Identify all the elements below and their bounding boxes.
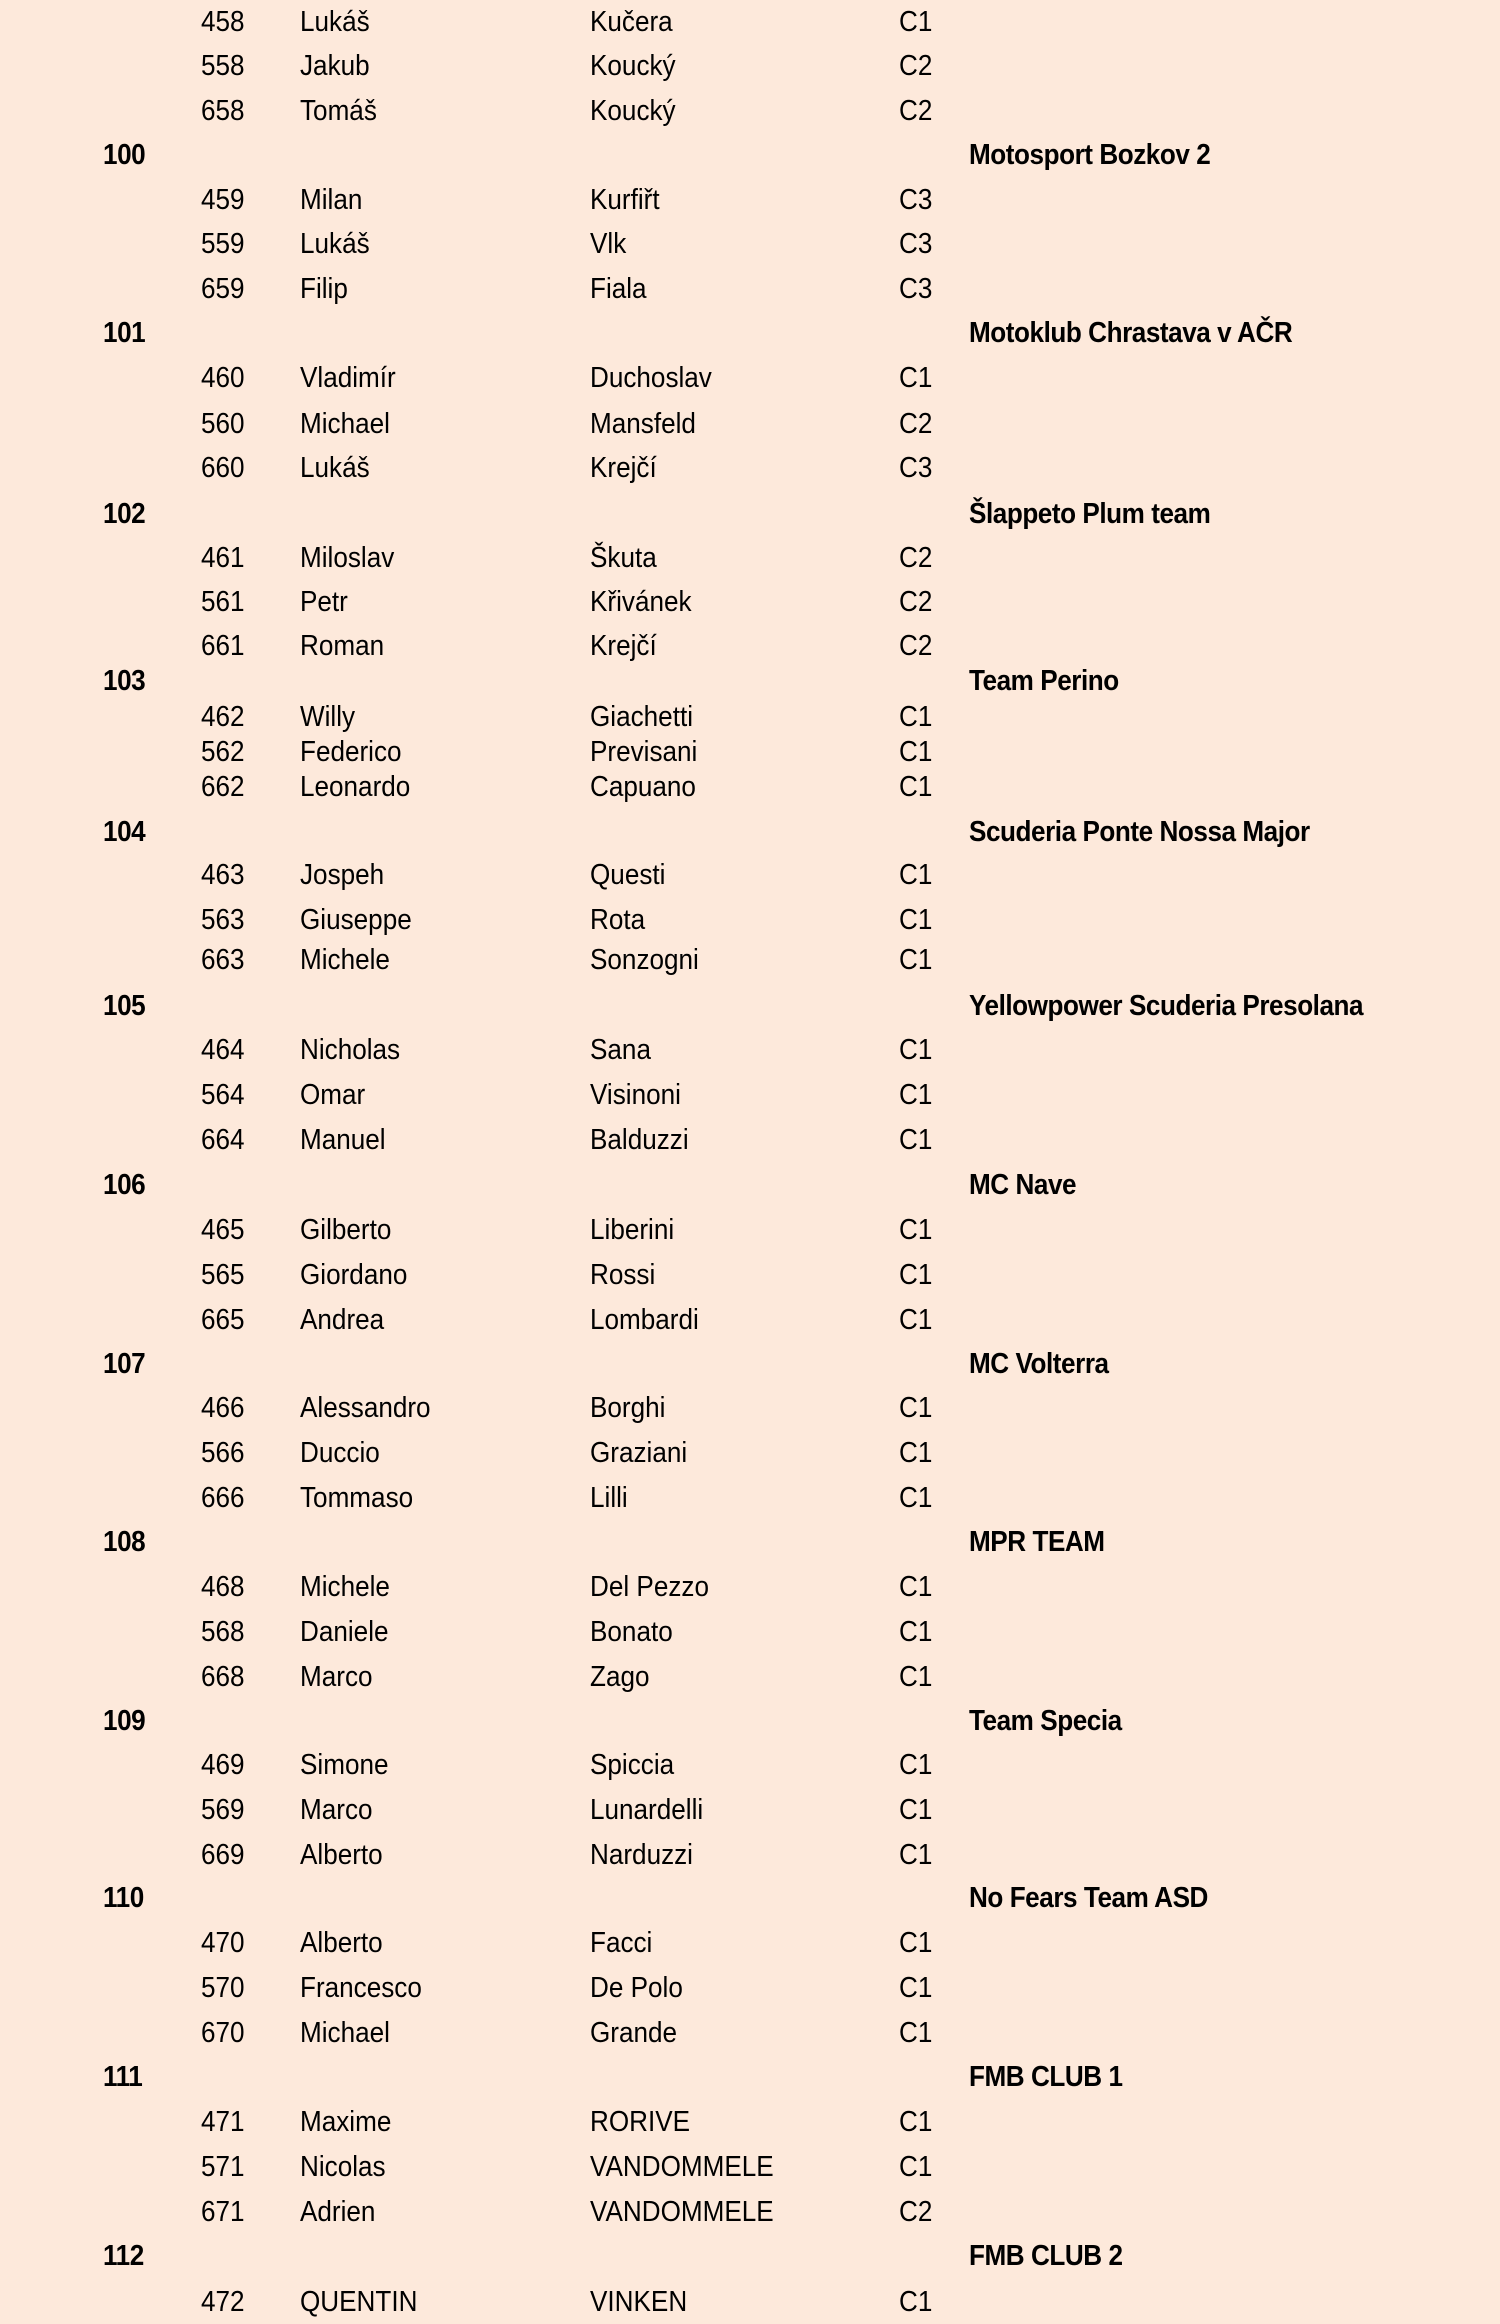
- rider-class: C1: [899, 736, 933, 768]
- rider-last-name: VANDOMMELE: [590, 2151, 774, 2183]
- rider-first-name: Jospeh: [300, 859, 385, 891]
- rider-class: C3: [899, 452, 933, 484]
- team-name: FMB CLUB 1: [969, 2061, 1123, 2093]
- rider-last-name: Lunardelli: [590, 1794, 704, 1826]
- rider-number: 564: [201, 1079, 245, 1111]
- rider-row: [0, 451, 1500, 485]
- team-header-row: [0, 2239, 1500, 2273]
- rider-first-name: Michael: [300, 408, 390, 440]
- rider-class: C1: [899, 2017, 933, 2049]
- rider-first-name: Leonardo: [300, 771, 411, 803]
- rider-first-name: Lukáš: [300, 452, 370, 484]
- rider-row: [0, 629, 1500, 663]
- rider-class: C1: [899, 362, 933, 394]
- rider-first-name: Alberto: [300, 1839, 383, 1871]
- rider-row: [0, 272, 1500, 306]
- rider-last-name: Borghi: [590, 1392, 666, 1424]
- rider-last-name: Koucký: [590, 95, 676, 127]
- rider-row: [0, 585, 1500, 619]
- rider-last-name: Rossi: [590, 1259, 656, 1291]
- rider-class: C1: [899, 701, 933, 733]
- team-name: FMB CLUB 2: [969, 2240, 1123, 2272]
- rider-last-name: Previsani: [590, 736, 698, 768]
- rider-first-name: Alberto: [300, 1927, 383, 1959]
- team-number: 102: [103, 498, 146, 530]
- rider-row: [0, 2195, 1500, 2229]
- team-number: 103: [103, 665, 146, 697]
- rider-number: 662: [201, 771, 245, 803]
- rider-last-name: Lilli: [590, 1482, 628, 1514]
- rider-class: C1: [899, 1437, 933, 1469]
- rider-number: 568: [201, 1616, 245, 1648]
- team-header-row: [0, 497, 1500, 531]
- rider-row: [0, 1213, 1500, 1247]
- rider-first-name: Andrea: [300, 1304, 385, 1336]
- rider-row: [0, 49, 1500, 83]
- team-name: Team Perino: [969, 665, 1119, 697]
- rider-first-name: Daniele: [300, 1616, 389, 1648]
- rider-last-name: VINKEN: [590, 2286, 688, 2318]
- team-header-row: [0, 1881, 1500, 1915]
- rider-number: 664: [201, 1124, 245, 1156]
- rider-class: C1: [899, 1794, 933, 1826]
- rider-row: [0, 1303, 1500, 1337]
- rider-last-name: Rota: [590, 904, 646, 936]
- rider-class: C2: [899, 95, 933, 127]
- rider-class: C1: [899, 1214, 933, 1246]
- team-header-row: [0, 138, 1500, 172]
- team-number: 109: [103, 1705, 146, 1737]
- rider-row: [0, 1481, 1500, 1515]
- rider-first-name: Michele: [300, 1571, 390, 1603]
- rider-last-name: Mansfeld: [590, 408, 696, 440]
- rider-first-name: Adrien: [300, 2196, 376, 2228]
- rider-first-name: Nicolas: [300, 2151, 386, 2183]
- rider-row: [0, 2105, 1500, 2139]
- team-header-row: [0, 1525, 1500, 1559]
- rider-row: [0, 943, 1500, 977]
- rider-first-name: Michele: [300, 944, 390, 976]
- team-name: MPR TEAM: [969, 1526, 1105, 1558]
- rider-first-name: QUENTIN: [300, 2286, 418, 2318]
- rider-number: 563: [201, 904, 245, 936]
- rider-class: C1: [899, 2286, 933, 2318]
- rider-row: [0, 858, 1500, 892]
- rider-last-name: Vlk: [590, 228, 627, 260]
- team-name: Motoklub Chrastava v AČR: [969, 317, 1293, 349]
- rider-first-name: Manuel: [300, 1124, 386, 1156]
- rider-number: 465: [201, 1214, 245, 1246]
- rider-last-name: Questi: [590, 859, 666, 891]
- rider-row: [0, 183, 1500, 217]
- rider-last-name: Spiccia: [590, 1749, 675, 1781]
- rider-class: C1: [899, 1124, 933, 1156]
- rider-class: C1: [899, 944, 933, 976]
- rider-number: 470: [201, 1927, 245, 1959]
- rider-row: [0, 1793, 1500, 1827]
- rider-number: 571: [201, 2151, 245, 2183]
- rider-number: 670: [201, 2017, 245, 2049]
- rider-first-name: Nicholas: [300, 1034, 401, 1066]
- rider-row: [0, 2150, 1500, 2184]
- rider-row: [0, 1033, 1500, 1067]
- rider-row: [0, 1615, 1500, 1649]
- rider-row: [0, 227, 1500, 261]
- rider-number: 566: [201, 1437, 245, 1469]
- rider-last-name: Del Pezzo: [590, 1571, 709, 1603]
- rider-number: 461: [201, 542, 245, 574]
- rider-row: [0, 1436, 1500, 1470]
- rider-number: 658: [201, 95, 245, 127]
- team-name: Team Specia: [969, 1705, 1122, 1737]
- team-header-row: [0, 316, 1500, 350]
- rider-number: 471: [201, 2106, 245, 2138]
- rider-last-name: Krejčí: [590, 452, 657, 484]
- team-name: No Fears Team ASD: [969, 1882, 1208, 1914]
- rider-number: 560: [201, 408, 245, 440]
- rider-row: [0, 903, 1500, 937]
- rider-number: 562: [201, 736, 245, 768]
- team-number: 106: [103, 1169, 146, 1201]
- rider-number: 462: [201, 701, 245, 733]
- rider-class: C2: [899, 586, 933, 618]
- rider-class: C1: [899, 1616, 933, 1648]
- rider-row: [0, 5, 1500, 39]
- rider-last-name: Graziani: [590, 1437, 688, 1469]
- rider-row: [0, 1123, 1500, 1157]
- rider-first-name: Omar: [300, 1079, 366, 1111]
- rider-number: 569: [201, 1794, 245, 1826]
- rider-first-name: Vladimír: [300, 362, 396, 394]
- rider-last-name: Giachetti: [590, 701, 694, 733]
- rider-first-name: Miloslav: [300, 542, 395, 574]
- rider-first-name: Alessandro: [300, 1392, 431, 1424]
- rider-number: 666: [201, 1482, 245, 1514]
- rider-first-name: Francesco: [300, 1972, 422, 2004]
- rider-number: 565: [201, 1259, 245, 1291]
- rider-number: 464: [201, 1034, 245, 1066]
- rider-last-name: VANDOMMELE: [590, 2196, 774, 2228]
- rider-class: C1: [899, 1259, 933, 1291]
- team-number: 105: [103, 990, 146, 1022]
- rider-first-name: Lukáš: [300, 228, 370, 260]
- rider-row: [0, 541, 1500, 575]
- rider-number: 570: [201, 1972, 245, 2004]
- rider-class: C3: [899, 184, 933, 216]
- rider-number: 463: [201, 859, 245, 891]
- rider-last-name: Grande: [590, 2017, 678, 2049]
- rider-class: C1: [899, 771, 933, 803]
- rider-first-name: Filip: [300, 273, 348, 305]
- rider-last-name: Sonzogni: [590, 944, 699, 976]
- rider-class: C1: [899, 1571, 933, 1603]
- team-header-row: [0, 989, 1500, 1023]
- rider-number: 469: [201, 1749, 245, 1781]
- rider-row: [0, 1660, 1500, 1694]
- rider-last-name: Narduzzi: [590, 1839, 693, 1871]
- rider-first-name: Marco: [300, 1794, 373, 1826]
- rider-row: [0, 1570, 1500, 1604]
- team-number: 101: [103, 317, 146, 349]
- rider-class: C1: [899, 1304, 933, 1336]
- rider-number: 558: [201, 50, 245, 82]
- rider-last-name: Fiala: [590, 273, 647, 305]
- rider-class: C1: [899, 1392, 933, 1424]
- rider-number: 472: [201, 2286, 245, 2318]
- rider-row: [0, 1838, 1500, 1872]
- rider-row: [0, 407, 1500, 441]
- team-number: 104: [103, 816, 146, 848]
- team-number: 111: [103, 2061, 143, 2093]
- rider-number: 659: [201, 273, 245, 305]
- team-header-row: [0, 664, 1500, 698]
- team-header-row: [0, 815, 1500, 849]
- rider-class: C1: [899, 1927, 933, 1959]
- rider-number: 561: [201, 586, 245, 618]
- rider-first-name: Duccio: [300, 1437, 380, 1469]
- rider-last-name: RORIVE: [590, 2106, 691, 2138]
- rider-number: 669: [201, 1839, 245, 1871]
- rider-last-name: Bonato: [590, 1616, 673, 1648]
- rider-last-name: Capuano: [590, 771, 696, 803]
- rider-first-name: Giordano: [300, 1259, 408, 1291]
- rider-last-name: Kurfiřt: [590, 184, 660, 216]
- rider-first-name: Marco: [300, 1661, 373, 1693]
- rider-class: C1: [899, 1661, 933, 1693]
- rider-row: [0, 2016, 1500, 2050]
- rider-last-name: Facci: [590, 1927, 653, 1959]
- rider-first-name: Willy: [300, 701, 356, 733]
- team-name: Scuderia Ponte Nossa Major: [969, 816, 1310, 848]
- rider-first-name: Giuseppe: [300, 904, 412, 936]
- rider-class: C2: [899, 630, 933, 662]
- rider-row: [0, 361, 1500, 395]
- rider-class: C1: [899, 1482, 933, 1514]
- rider-class: C1: [899, 859, 933, 891]
- rider-row: [0, 1078, 1500, 1112]
- rider-last-name: Krejčí: [590, 630, 657, 662]
- team-header-row: [0, 1347, 1500, 1381]
- rider-number: 668: [201, 1661, 245, 1693]
- rider-number: 660: [201, 452, 245, 484]
- rider-row: [0, 94, 1500, 128]
- rider-class: C1: [899, 904, 933, 936]
- team-name: MC Volterra: [969, 1348, 1109, 1380]
- team-name: MC Nave: [969, 1169, 1077, 1201]
- rider-first-name: Milan: [300, 184, 363, 216]
- rider-first-name: Simone: [300, 1749, 389, 1781]
- rider-number: 661: [201, 630, 245, 662]
- rider-class: C1: [899, 6, 933, 38]
- rider-last-name: Visinoni: [590, 1079, 681, 1111]
- rider-last-name: Škuta: [590, 542, 657, 574]
- rider-last-name: Duchoslav: [590, 362, 712, 394]
- rider-last-name: De Polo: [590, 1972, 683, 2004]
- team-number: 107: [103, 1348, 146, 1380]
- rider-row: [0, 700, 1500, 734]
- rider-class: C3: [899, 273, 933, 305]
- rider-row: [0, 1971, 1500, 2005]
- rider-first-name: Tomáš: [300, 95, 377, 127]
- rider-last-name: Kučera: [590, 6, 673, 38]
- rider-class: C1: [899, 2106, 933, 2138]
- rider-row: [0, 1391, 1500, 1425]
- rider-class: C1: [899, 1972, 933, 2004]
- rider-last-name: Zago: [590, 1661, 650, 1693]
- rider-number: 671: [201, 2196, 245, 2228]
- rider-first-name: Tommaso: [300, 1482, 414, 1514]
- rider-first-name: Maxime: [300, 2106, 392, 2138]
- rider-row: [0, 1926, 1500, 1960]
- rider-last-name: Koucký: [590, 50, 676, 82]
- rider-class: C1: [899, 1839, 933, 1871]
- team-number: 108: [103, 1526, 146, 1558]
- rider-class: C1: [899, 2151, 933, 2183]
- team-header-row: [0, 2060, 1500, 2094]
- rider-class: C2: [899, 50, 933, 82]
- rider-row: [0, 735, 1500, 769]
- rider-first-name: Michael: [300, 2017, 390, 2049]
- rider-first-name: Roman: [300, 630, 385, 662]
- rider-number: 458: [201, 6, 245, 38]
- rider-class: C2: [899, 2196, 933, 2228]
- team-name: Motosport Bozkov 2: [969, 139, 1211, 171]
- rider-number: 468: [201, 1571, 245, 1603]
- team-number: 100: [103, 139, 146, 171]
- rider-last-name: Sana: [590, 1034, 651, 1066]
- rider-number: 460: [201, 362, 245, 394]
- rider-class: C3: [899, 228, 933, 260]
- rider-class: C1: [899, 1079, 933, 1111]
- team-name: Yellowpower Scuderia Presolana: [969, 990, 1364, 1022]
- rider-class: C2: [899, 408, 933, 440]
- rider-class: C1: [899, 1034, 933, 1066]
- team-name: Šlappeto Plum team: [969, 498, 1211, 530]
- rider-row: [0, 770, 1500, 804]
- team-number: 110: [103, 1882, 144, 1914]
- rider-number: 663: [201, 944, 245, 976]
- rider-number: 459: [201, 184, 245, 216]
- rider-number: 559: [201, 228, 245, 260]
- rider-first-name: Petr: [300, 586, 348, 618]
- rider-class: C2: [899, 542, 933, 574]
- team-header-row: [0, 1704, 1500, 1738]
- rider-row: [0, 1748, 1500, 1782]
- rider-last-name: Lombardi: [590, 1304, 699, 1336]
- rider-first-name: Jakub: [300, 50, 370, 82]
- team-number: 112: [103, 2240, 144, 2272]
- rider-row: [0, 1258, 1500, 1292]
- rider-number: 665: [201, 1304, 245, 1336]
- rider-number: 466: [201, 1392, 245, 1424]
- rider-first-name: Federico: [300, 736, 402, 768]
- rider-last-name: Liberini: [590, 1214, 675, 1246]
- rider-class: C1: [899, 1749, 933, 1781]
- rider-first-name: Lukáš: [300, 6, 370, 38]
- rider-first-name: Gilberto: [300, 1214, 392, 1246]
- team-header-row: [0, 1168, 1500, 1202]
- rider-last-name: Křivánek: [590, 586, 692, 618]
- rider-row: [0, 2285, 1500, 2319]
- rider-last-name: Balduzzi: [590, 1124, 689, 1156]
